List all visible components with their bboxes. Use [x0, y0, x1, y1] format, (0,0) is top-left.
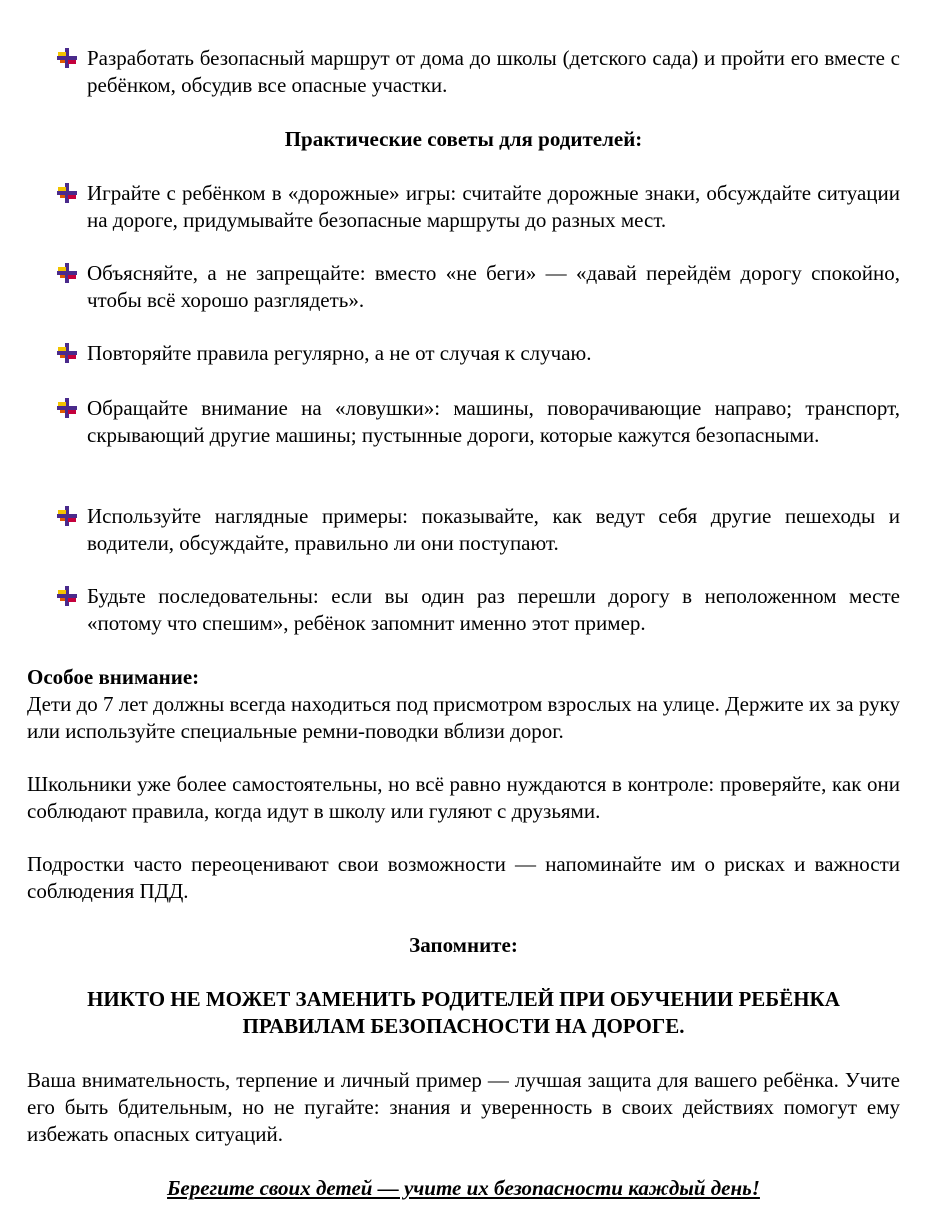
bullet-text: Разработать безопасный маршрут от дома до школы (детского сада) и пройти его вместе с ребёнком, обсудив все опасные участки. — [87, 46, 900, 97]
remember-heading: Запомните: — [409, 933, 518, 957]
bullet-cross-icon — [56, 47, 78, 69]
bullet-cross-icon — [56, 262, 78, 284]
final-paragraph: Ваша внимательность, терпение и личный пример — лучшая защита для вашего ребёнка. Учите его быть бдительным, но не пугайте: знания и уверенность в своих действиях помогут ему избежать опасных ситуаций. — [27, 1068, 900, 1146]
bullet-text: Будьте последовательны: если вы один раз перешли дорогу в неположенном месте «потому что спешим», ребёнок запомнит именно этот пример. — [87, 584, 900, 635]
bullet-cross-icon — [56, 585, 78, 607]
bullet-text: Объясняйте, а не запрещайте: вместо «не беги» — «давай перейдём дорогу спокойно, чтобы всё хорошо разглядеть». — [87, 261, 900, 312]
remember-caps-line1: НИКТО НЕ МОЖЕТ ЗАМЕНИТЬ РОДИТЕЛЕЙ ПРИ ОБУЧЕНИИ РЕБЁНКА — [87, 987, 840, 1011]
list-item — [56, 583, 900, 637]
list-item — [56, 340, 900, 367]
bullet-text: Используйте наглядные примеры: показывайте, как ведут себя другие пешеходы и водители, обсуждайте, правильно ли они поступают. — [87, 504, 900, 555]
list-item — [56, 180, 900, 234]
bullet-cross-icon — [56, 182, 78, 204]
attention-paragraph: Дети до 7 лет должны всегда находиться под присмотром взрослых на улице. Держите их за руку или используйте специальные ремни-поводки вблизи дорог. — [27, 692, 900, 743]
list-item — [56, 503, 900, 557]
list-item — [56, 395, 900, 449]
attention-heading: Особое внимание: — [27, 665, 200, 689]
remember-caps-line2: ПРАВИЛАМ БЕЗОПАСНОСТИ НА ДОРОГЕ. — [242, 1014, 685, 1038]
attention-paragraph: Подростки часто переоценивают свои возможности — напоминайте им о рисках и важности соблюдения ПДД. — [27, 852, 900, 903]
list-item — [56, 45, 900, 99]
bullet-cross-icon — [56, 397, 78, 419]
bullet-text: Обращайте внимание на «ловушки»: машины, поворачивающие направо; транспорт, скрывающий другие машины; пустынные дороги, которые кажутся безопасными. — [87, 396, 900, 447]
bullet-text: Повторяйте правила регулярно, а не от случая к случаю. — [87, 341, 592, 365]
practical-heading: Практические советы для родителей: — [284, 127, 643, 151]
bullet-cross-icon — [56, 342, 78, 364]
attention-paragraph: Школьники уже более самостоятельны, но всё равно нуждаются в контроле: проверяйте, как они соблюдают правила, когда идут в школу или гуляют с друзьями. — [27, 772, 900, 823]
bullet-text: Играйте с ребёнком в «дорожные» игры: считайте дорожные знаки, обсуждайте ситуации на дороге, придумывайте безопасные маршруты до разных мест. — [87, 181, 900, 232]
closing-line: Берегите своих детей — учите их безопасности каждый день! — [167, 1176, 760, 1200]
bullet-cross-icon — [56, 505, 78, 527]
list-item — [56, 260, 900, 314]
